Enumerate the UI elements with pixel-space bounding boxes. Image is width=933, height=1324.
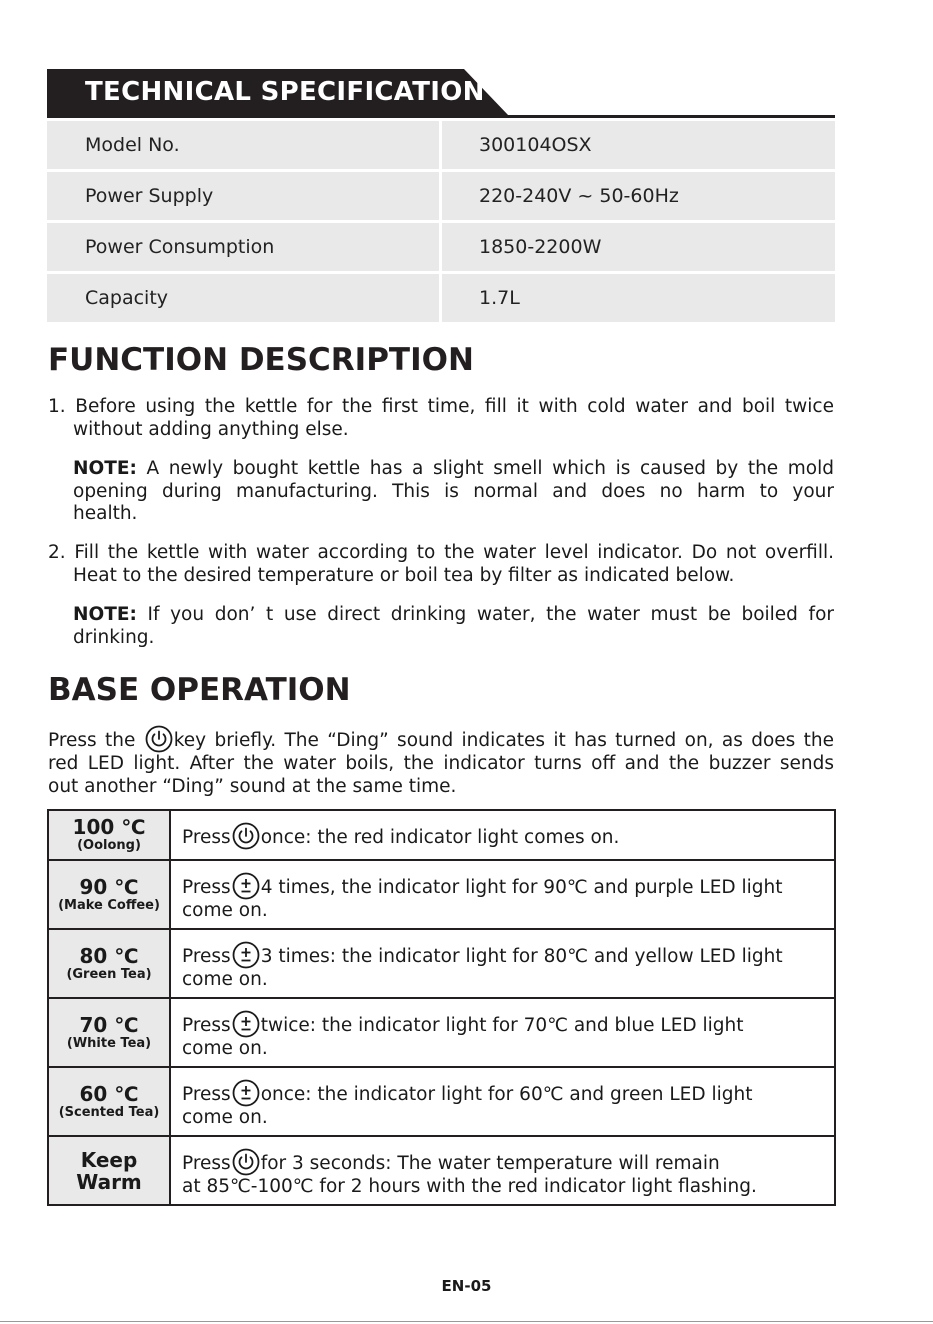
operation-table (47, 809, 836, 1206)
operation-temp-cell (48, 810, 170, 860)
operation-desc (170, 810, 835, 860)
spec-row-power-supply (47, 172, 835, 220)
function-item-2 (48, 542, 834, 587)
operation-temp: 60 ℃ (79, 1081, 139, 1106)
operation-temp-cell (48, 998, 170, 1067)
operation-tea-name: (White Tea) (66, 1035, 152, 1051)
operation-press: Press (182, 946, 231, 967)
spec-value: 300104OSX (442, 121, 835, 169)
spec-label: Power Consumption (47, 223, 439, 271)
operation-desc (170, 860, 835, 929)
base-line-3: out another “Ding” sound at the same time. (48, 775, 457, 797)
spec-value: 1850-2200W (442, 223, 835, 271)
operation-temp: 100 ℃ (72, 815, 146, 839)
spec-header-rule (47, 115, 835, 118)
bottom-rule (0, 1321, 933, 1322)
function-item-1-line-1: 1. Before using the kettle for the first time, fill it with cold water and boil twice (48, 396, 834, 417)
function-item-2-line-2: Heat to the desired temperature or boil tea by filter as indicated below. (73, 564, 735, 586)
operation-tea-name: (Green Tea) (66, 966, 152, 982)
operation-temp-cell (48, 1067, 170, 1136)
operation-temp-cell (48, 929, 170, 998)
operation-press: Press (182, 1015, 231, 1036)
operation-text: for 3 seconds: The water temperature will remain (260, 1153, 720, 1174)
operation-text: once: the indicator light for 60℃ and green LED light (260, 1084, 753, 1105)
operation-text-line-2: come on. (182, 969, 268, 990)
plus-minus-icon (232, 941, 260, 969)
operation-desc (170, 929, 835, 998)
spec-header (47, 69, 835, 119)
operation-tea-name: Warm (76, 1169, 142, 1194)
operation-row (48, 929, 835, 998)
function-note-1-line-1 (73, 458, 834, 481)
operation-temp: 70 ℃ (79, 1012, 139, 1037)
base-line-1-start: Press the (48, 730, 144, 751)
function-item-1 (48, 396, 834, 441)
operation-text-line-2: come on. (182, 900, 268, 921)
operation-temp: Keep (80, 1147, 138, 1172)
operation-row (48, 860, 835, 929)
function-item-1-line-2: without adding anything else. (73, 418, 349, 440)
operation-text: once: the red indicator light comes on. (260, 827, 620, 848)
operation-press: Press (182, 827, 231, 848)
operation-row (48, 1067, 835, 1136)
power-icon (232, 1148, 260, 1176)
spec-label: Capacity (47, 274, 439, 322)
operation-text-line-2: at 85℃-100℃ for 2 hours with the red indicator light flashing. (182, 1176, 757, 1197)
operation-press: Press (182, 1153, 231, 1174)
operation-tea-name: (Make Coffee) (58, 897, 160, 913)
base-line-2: red LED light. After the water boils, the indicator turns off and the buzzer sends (48, 753, 834, 774)
operation-temp: 90 ℃ (79, 874, 139, 899)
spec-row-model (47, 121, 835, 169)
spec-row-power-consumption (47, 223, 835, 271)
operation-tea-name: (Oolong) (77, 838, 141, 853)
note-text: If you don’ t use direct drinking water, the water must be boiled for (136, 604, 834, 625)
base-line-1 (48, 725, 834, 753)
spec-label: Power Supply (47, 172, 439, 220)
operation-row (48, 998, 835, 1067)
note-label: NOTE: (73, 604, 137, 625)
note-text: A newly bought kettle has a slight smell which is caused by the mold (136, 458, 834, 479)
operation-desc (170, 1067, 835, 1136)
operation-text: 4 times, the indicator light for 90℃ and purple LED light (260, 877, 783, 898)
function-note-2 (73, 604, 834, 649)
base-title: BASE OPERATION (48, 672, 351, 708)
function-note-1 (73, 458, 834, 526)
base-paragraph (48, 725, 834, 798)
function-note-1-line-3: health. (73, 503, 138, 524)
operation-desc (170, 998, 835, 1067)
spec-label: Model No. (47, 121, 439, 169)
spec-value: 1.7L (442, 274, 835, 322)
function-note-2-line-1 (73, 604, 834, 627)
spec-row-capacity (47, 274, 835, 322)
operation-row (48, 1136, 835, 1205)
operation-temp: 80 ℃ (79, 943, 139, 968)
operation-desc (170, 1136, 835, 1205)
function-note-1-line-2: opening during manufacturing. This is normal and does no harm to your (73, 480, 834, 502)
base-line-1-end: key briefly. The “Ding” sound indicates it has turned on, as does the (173, 730, 834, 751)
operation-press: Press (182, 877, 231, 898)
operation-tea-name: (Scented Tea) (58, 1104, 160, 1120)
spec-value: 220-240V ~ 50-60Hz (442, 172, 835, 220)
operation-text: twice: the indicator light for 70℃ and blue LED light (260, 1015, 744, 1036)
operation-row (48, 810, 835, 860)
operation-temp-cell (48, 1136, 170, 1205)
operation-press: Press (182, 1084, 231, 1105)
note-label: NOTE: (73, 458, 137, 479)
power-icon (232, 822, 260, 850)
operation-text-line-2: come on. (182, 1107, 268, 1128)
spec-title: TECHNICAL SPECIFICATION (85, 77, 485, 107)
function-title: FUNCTION DESCRIPTION (48, 342, 474, 378)
page-number: EN-05 (441, 1277, 492, 1295)
function-note-2-line-2: drinking. (73, 626, 155, 648)
operation-text-line-2: come on. (182, 1038, 268, 1059)
plus-minus-icon (232, 1079, 260, 1107)
operation-text: 3 times: the indicator light for 80℃ and yellow LED light (260, 946, 783, 967)
plus-minus-icon (232, 872, 260, 900)
operation-temp-cell (48, 860, 170, 929)
plus-minus-icon (232, 1010, 260, 1038)
function-item-2-line-1: 2. Fill the kettle with water according to the water level indicator. Do not overfill. (48, 542, 834, 563)
spec-table (47, 121, 835, 325)
power-icon (145, 725, 173, 753)
